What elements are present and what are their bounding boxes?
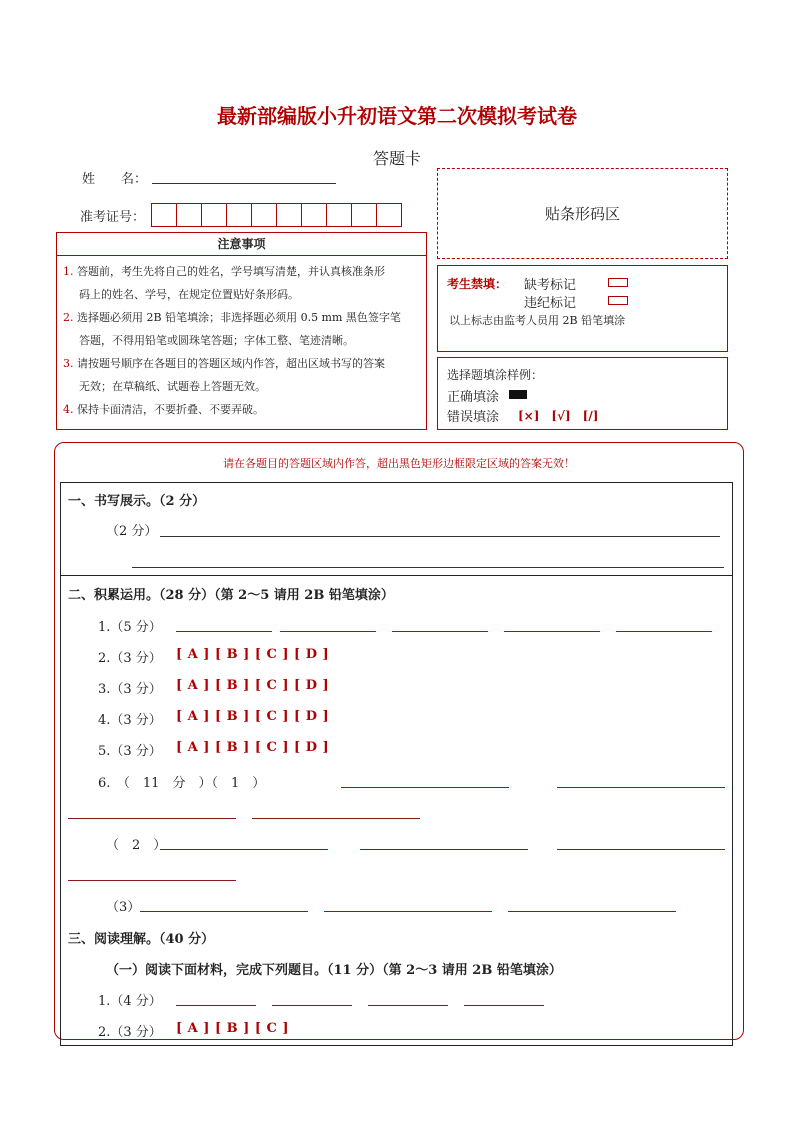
name-field[interactable] — [152, 183, 336, 184]
s2-q1-blank[interactable] — [176, 631, 272, 632]
fill-sample-box — [437, 357, 728, 430]
id-digit-box[interactable] — [301, 203, 327, 227]
s2-q6-blank[interactable] — [140, 911, 308, 912]
notice-item: 4. 保持卡面清洁，不要折叠、不要弄破。 — [63, 403, 264, 416]
s2-q1-blank[interactable] — [504, 631, 600, 632]
s2-q1-label: 1.（5 分） — [98, 620, 162, 635]
s2-q3-options[interactable]: [ A ] [ B ] [ C ] [ D ] — [176, 678, 330, 693]
s2-q6-blank[interactable] — [557, 849, 725, 850]
s3-q1-blank[interactable] — [368, 1005, 448, 1006]
notice-item: 答题，不得用铅笔或圆珠笔答题；字体工整、笔迹清晰。 — [79, 334, 354, 347]
s1-q-label: （2 分） — [106, 524, 158, 539]
s2-q6-blank[interactable] — [252, 818, 420, 819]
s3-q1-blank[interactable] — [272, 1005, 352, 1006]
s3-q2-label: 2.（3 分） — [98, 1025, 162, 1040]
wrong-fill-label: 错误填涂 — [447, 410, 500, 425]
notice-item: 2. 选择题必须用 2B 铅笔填涂；非选择题必须用 0.5 mm 黑色签字笔 — [63, 311, 401, 324]
student-id-boxes[interactable] — [152, 203, 402, 227]
notice-item: 码上的姓名、学号，在规定位置贴好条形码。 — [79, 288, 299, 301]
s3-q1-blank[interactable] — [176, 1005, 256, 1006]
fill-sample-title: 选择题填涂样例： — [447, 368, 544, 382]
s3-q1-blank[interactable] — [464, 1005, 544, 1006]
s2-q6-blank[interactable] — [341, 787, 509, 788]
correct-fill-sample — [509, 390, 527, 399]
notice-list — [57, 256, 426, 421]
name-label: 姓 名： — [82, 172, 148, 187]
s2-q6-blank[interactable] — [160, 849, 328, 850]
id-digit-box[interactable] — [376, 203, 402, 227]
s2-q6-blank[interactable] — [324, 911, 492, 912]
s2-q5-label: 5.（3 分） — [98, 744, 162, 759]
id-digit-box[interactable] — [326, 203, 352, 227]
s2-q6-blank[interactable] — [360, 849, 528, 850]
s2-q1-blank[interactable] — [280, 631, 376, 632]
id-digit-box[interactable] — [151, 203, 177, 227]
barcode-area — [437, 168, 728, 259]
answer-area-warning: 请在各题目的答题区域内作答，超出黑色矩形边框限定区域的答案无效！ — [223, 457, 575, 470]
notice-box — [56, 232, 427, 430]
section2-title: 二、积累运用。（28 分）（第 2～5 请用 2B 铅笔填涂） — [68, 588, 394, 603]
exam-title: 最新部编版小升初语文第二次模拟考试卷 — [217, 104, 577, 128]
id-digit-box[interactable] — [276, 203, 302, 227]
proctor-box — [437, 265, 728, 352]
id-digit-box[interactable] — [226, 203, 252, 227]
answer-rectangle-bottom — [60, 1045, 733, 1046]
s2-q4-label: 4.（3 分） — [98, 713, 162, 728]
id-digit-box[interactable] — [176, 203, 202, 227]
student-id-label: 准考证号： — [80, 210, 146, 225]
correct-fill-label: 正确填涂 — [447, 390, 500, 405]
section1-title: 一、书写展示。（2 分） — [68, 494, 206, 509]
s2-q5-options[interactable]: [ A ] [ B ] [ C ] [ D ] — [176, 740, 330, 755]
s1-answer-line[interactable] — [160, 536, 720, 537]
id-digit-box[interactable] — [251, 203, 277, 227]
s2-q6-3-label: （3） — [106, 900, 141, 915]
barcode-area-label: 贴条形码区 — [544, 205, 620, 223]
absent-mark-box[interactable] — [608, 278, 628, 287]
s2-q6-2-label: （ 2 ） — [106, 838, 167, 853]
violation-mark-box[interactable] — [608, 296, 628, 305]
section-divider — [60, 575, 733, 576]
s2-q6-label: 6. （ 11 分 ）（ 1 ） — [98, 776, 266, 791]
section3-title: 三、阅读理解。（40 分） — [68, 932, 215, 947]
s2-q1-blank[interactable] — [392, 631, 488, 632]
s2-q6-blank[interactable] — [557, 787, 725, 788]
s2-q6-blank[interactable] — [68, 818, 236, 819]
s2-q3-label: 3.（3 分） — [98, 682, 162, 697]
answer-sheet-subtitle: 答题卡 — [372, 149, 421, 168]
s2-q1-blank[interactable] — [616, 631, 712, 632]
s3-q2-options[interactable]: [ A ] [ B ] [ C ] — [176, 1021, 290, 1036]
s2-q2-options[interactable]: [ A ] [ B ] [ C ] [ D ] — [176, 647, 330, 662]
s2-q6-blank[interactable] — [508, 911, 676, 912]
id-digit-box[interactable] — [351, 203, 377, 227]
s2-q6-blank[interactable] — [68, 880, 236, 881]
s3-q1-label: 1.（4 分） — [98, 994, 162, 1009]
s2-q4-options[interactable]: [ A ] [ B ] [ C ] [ D ] — [176, 709, 330, 724]
s2-q2-label: 2.（3 分） — [98, 651, 162, 666]
absent-mark-label: 缺考标记 — [524, 278, 577, 293]
proctor-label: 考生禁填： — [447, 277, 508, 291]
notice-item: 3. 请按题号顺序在各题目的答题区域内作答，超出区域书写的答案 — [63, 357, 385, 370]
id-digit-box[interactable] — [201, 203, 227, 227]
violation-mark-label: 违纪标记 — [524, 296, 577, 311]
proctor-note: 以上标志由监考人员用 2B 铅笔填涂 — [449, 314, 626, 327]
s1-answer-line[interactable] — [132, 567, 724, 568]
notice-item: 无效；在草稿纸、试题卷上答题无效。 — [79, 380, 266, 393]
notice-heading: 注意事项 — [57, 233, 426, 256]
wrong-fill-samples: [×] [√] [/] — [518, 409, 599, 423]
s3-part1-title: （一）阅读下面材料，完成下列题目。（11 分）（第 2～3 请用 2B 铅笔填涂） — [106, 963, 562, 978]
notice-item: 1. 答题前，考生先将自己的姓名，学号填写清楚，并认真核准条形 — [63, 265, 385, 278]
